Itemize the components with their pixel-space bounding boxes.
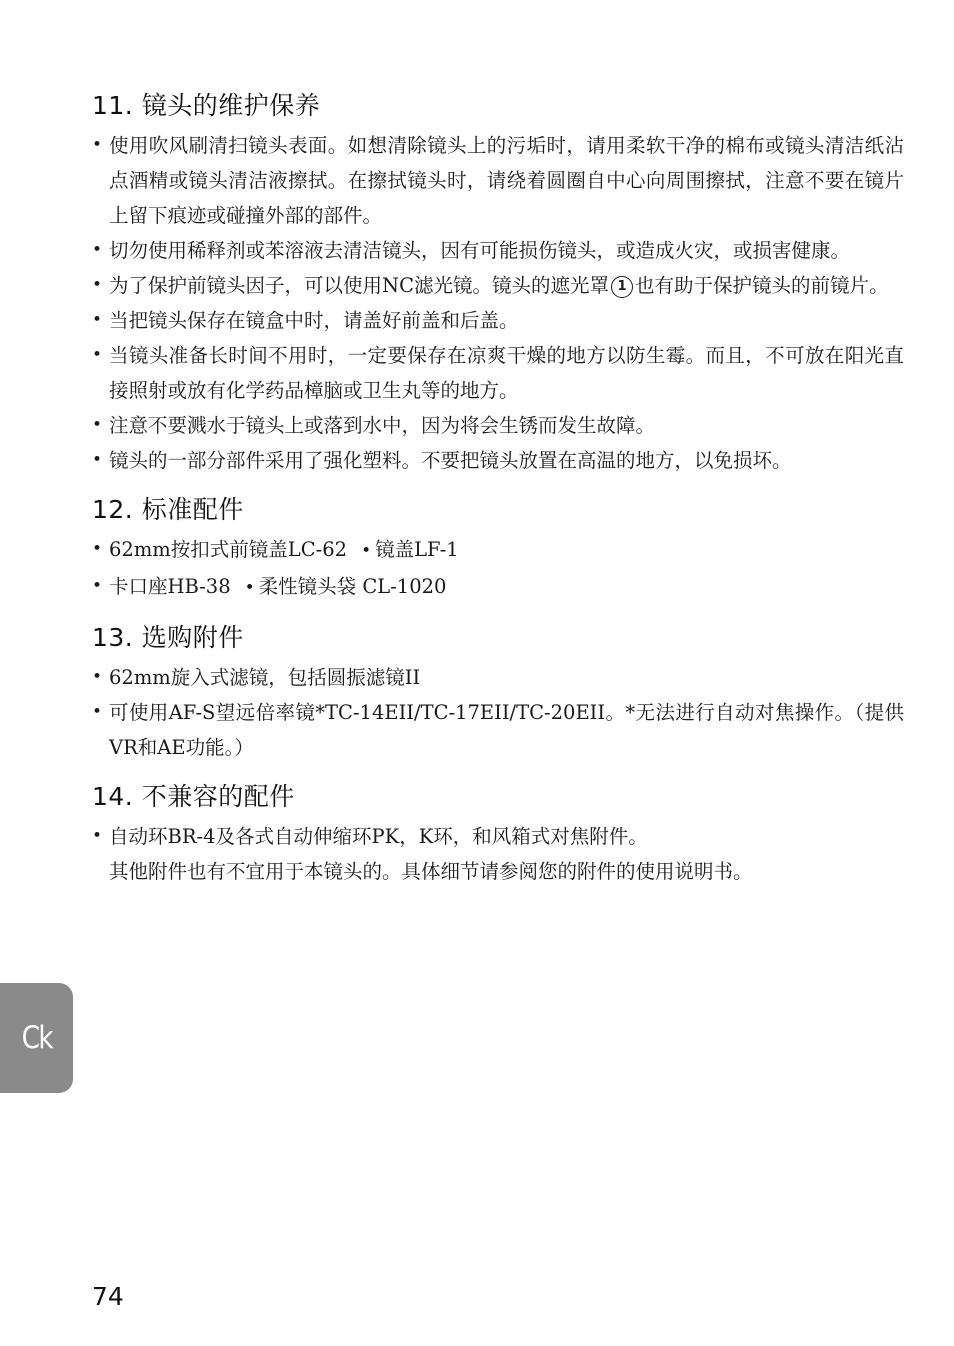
section-incompatible-accessories [92, 779, 904, 889]
bullet-list [92, 532, 904, 606]
list-item: • 注意不要溅水于镜头上或落到水中，因为将会生锈而发生故障。 [92, 408, 904, 443]
list-item: • 当把镜头保存在镜盒中时，请盖好前盖和后盖。 [92, 303, 904, 338]
list-item [92, 569, 904, 606]
bullet-list [92, 128, 904, 478]
section-standard-accessories [92, 492, 904, 606]
section-title: 13. 选购附件 [92, 623, 244, 652]
list-item: • 使用吹风刷清扫镜头表面。如想清除镜头上的污垢时，请用柔软干净的棉布或镜头清洁纸沾点酒精或镜头清洁液擦拭。在擦拭镜头时，请绕着圆圈自中心向周围擦拭，注意不要在镜片上留下痕迹或碰撞外部的部件。 [92, 128, 904, 233]
section-optional-accessories [92, 620, 904, 765]
accessory-item: 62mm按扣式前镜盖LC-62 [109, 538, 348, 561]
list-item [92, 532, 904, 569]
accessory-item: 柔性镜头袋 CL-1020 [258, 575, 447, 598]
language-tab-label: Ck [21, 1020, 52, 1056]
circled-number-marker: 1 [611, 276, 633, 298]
section-lens-care [92, 88, 904, 478]
bullet-separator: • [361, 541, 372, 561]
list-item: • 当镜头准备长时间不用时，一定要保存在凉爽干燥的地方以防生霉。而且，不可放在阳光直接照射或放有化学药品樟脑或卫生丸等的地方。 [92, 338, 904, 408]
list-item: • 62mm旋入式滤镜，包括圆振滤镜II [92, 660, 904, 695]
section-title: 14. 不兼容的配件 [92, 782, 295, 811]
list-item: • 切勿使用稀释剂或苯溶液去清洁镜头，因有可能损伤镜头，或造成火灾，或损害健康。 [92, 233, 904, 268]
list-item: • 自动环BR-4及各式自动伸缩环PK，K环，和风箱式对焦附件。 [92, 819, 904, 854]
section-title: 11. 镜头的维护保养 [92, 91, 321, 120]
list-item [92, 268, 904, 303]
list-item-text: 为了保护前镜头因子，可以使用NC滤光镜。镜头的遮光罩 [109, 274, 609, 297]
bullet-separator: • [244, 578, 255, 598]
bullet-list [92, 819, 904, 854]
accessory-item: 镜盖LF-1 [375, 538, 459, 561]
note-text: 其他附件也有不宜用于本镜头的。具体细节请参阅您的附件的使用说明书。 [109, 860, 753, 883]
accessory-item: 卡口座HB-38 [109, 575, 231, 598]
list-item: • 可使用AF-S望远倍率镜*TC-14EII/TC-17EII/TC-20EII。*无法进行自动对焦操作。（提供VR和AE功能。） [92, 695, 904, 765]
page-number: 74 [92, 1282, 124, 1311]
list-item: • 镜头的一部分部件采用了强化塑料。不要把镜头放置在高温的地方，以免损坏。 [92, 443, 904, 478]
language-tab [0, 983, 73, 1093]
list-item-text: 也有助于保护镜头的前镜片。 [634, 274, 889, 297]
page-content [92, 88, 904, 903]
bullet-list [92, 660, 904, 765]
section-title: 12. 标准配件 [92, 495, 244, 524]
